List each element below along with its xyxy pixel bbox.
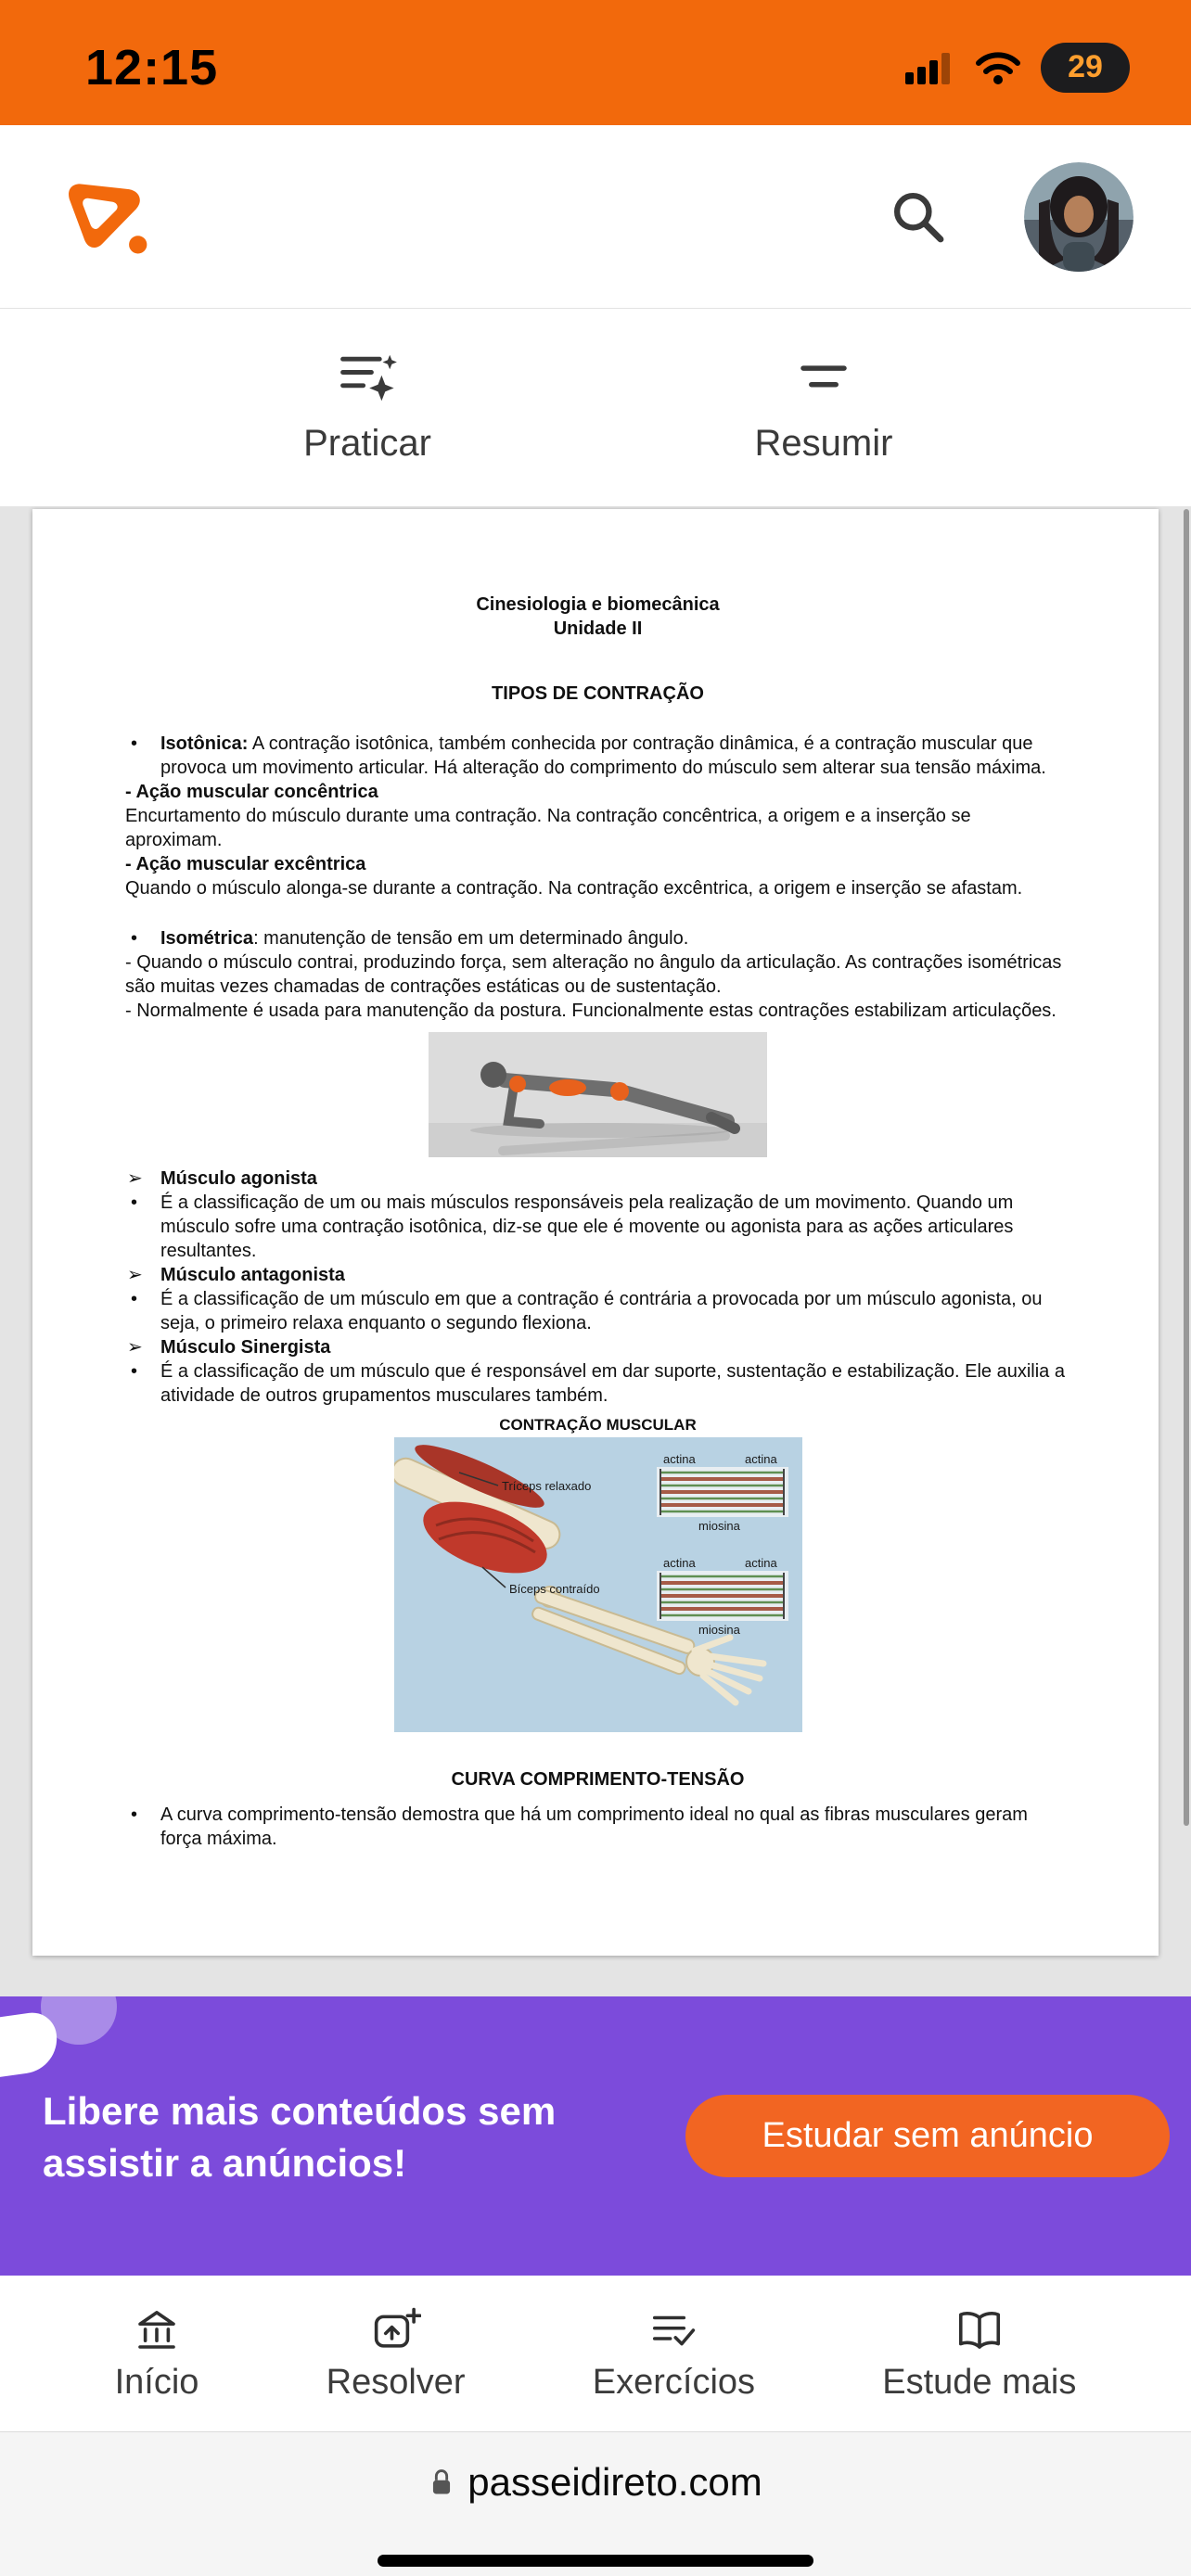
status-icons (905, 43, 1130, 93)
cellular-signal-icon (905, 50, 955, 85)
label-actina-1b: actina (744, 1452, 777, 1466)
bullet-sinergista: • É a classificação de um músculo que é responsável em dar suporte, sustentação e estabilização. Ele auxilia a atividade de outros grupamentos musculares também. (125, 1359, 1070, 1408)
para-excentrica: Quando o músculo alonga-se durante a contração. Na contração excêntrica, a origem e inserção se afastam. (125, 878, 1023, 899)
label-actina-2b: actina (744, 1556, 777, 1570)
estudar-sem-anuncio-button[interactable] (685, 2095, 1170, 2177)
ad-message-line2: assistir a anúncios! (43, 2141, 407, 2185)
resumir-icon (793, 351, 854, 404)
bullet-isometrica-text: : manutenção de tensão em um determinado ângulo. (253, 928, 689, 949)
doc-title-line2: Unidade II (553, 618, 643, 639)
passei-direto-logo-icon[interactable] (58, 168, 156, 266)
label-actina-2a: actina (662, 1556, 696, 1570)
heading-antagonista: ➢ Músculo antagonista (125, 1263, 1070, 1287)
label-biceps: Bíceps contraído (508, 1582, 600, 1596)
avatar[interactable] (1024, 162, 1133, 272)
doc-heading-curva: CURVA COMPRIMENTO-TENSÃO (451, 1769, 745, 1790)
nav-label-resolver: Resolver (326, 2362, 466, 2402)
heading-excentrica: - Ação muscular excêntrica (125, 854, 366, 874)
book-icon (954, 2305, 1005, 2355)
battery-percent: 29 (1068, 49, 1103, 84)
bullet-antagonista: • É a classificação de um músculo em que a contração é contrária a provocada por um músculo agonista, ou seja, o primeiro relaxa enquanto o segundo flexiona. (125, 1287, 1070, 1335)
bullet-isometrica-lead: Isométrica (160, 928, 254, 949)
scrollbar[interactable] (1184, 509, 1189, 1826)
document-viewport (0, 506, 1191, 1996)
nav-item-estude-mais[interactable] (882, 2305, 1076, 2403)
resumir-label: Resumir (754, 423, 893, 464)
label-actina-1a: actina (662, 1452, 696, 1466)
praticar-icon (337, 351, 398, 404)
heading-sinergista: ➢ Músculo Sinergista (125, 1335, 1070, 1359)
nav-label-estude-mais: Estude mais (882, 2362, 1077, 2402)
status-time: 12:15 (85, 39, 219, 96)
label-triceps: Tríceps relaxado (501, 1479, 591, 1493)
heading-concentrica: - Ação muscular concêntrica (125, 782, 378, 802)
wifi-icon (974, 50, 1022, 85)
add-image-icon (371, 2305, 421, 2355)
browser-url-bar[interactable] (0, 2431, 1191, 2576)
heading-agonista: ➢ Músculo agonista (125, 1167, 1070, 1191)
doc-heading-tipos: TIPOS DE CONTRAÇÃO (492, 683, 704, 704)
label-miosina-2: miosina (698, 1623, 740, 1637)
action-bar (0, 308, 1191, 506)
ad-message-line1: Libere mais conteúdos sem (43, 2089, 557, 2133)
home-indicator[interactable] (378, 2555, 813, 2567)
bullet-curva: • A curva comprimento-tensão demostra que há um comprimento ideal no qual as fibras musculares geram força máxima. (125, 1803, 1070, 1851)
bottom-nav (0, 2276, 1191, 2431)
ad-button-label: Estudar sem anúncio (762, 2116, 1094, 2155)
label-miosina-1: miosina (698, 1519, 740, 1533)
para-concentrica: Encurtamento do músculo durante uma contração. Na contração concêntrica, a origem e a inserção se aproximam. (125, 806, 971, 850)
muscle-diagram-title: CONTRAÇÃO MUSCULAR (499, 1416, 697, 1434)
resumir-button[interactable] (596, 309, 1052, 506)
bullet-isotonica (125, 732, 1070, 780)
document-page (32, 509, 1159, 1956)
praticar-label: Praticar (303, 423, 431, 464)
bank-icon (132, 2305, 182, 2355)
app-header (0, 125, 1191, 308)
para-isometrica-2: - Normalmente é usada para manutenção da postura. Funcionalmente estas contrações estabilizam articulações. (125, 1001, 1057, 1021)
bullet-agonista: • É a classificação de um ou mais músculos responsáveis pela realização de um movimento. Quando um músculo sofre uma contração isotônica, diz-se que ele é movente ou agonista para as ações articulares resultantes. (125, 1191, 1070, 1263)
status-bar (0, 0, 1191, 125)
nav-item-resolver[interactable] (327, 2305, 466, 2403)
bullet-isotonica-text: A contração isotônica, também conhecida por contração dinâmica, é a contração muscular que provoca um movimento articular. Há alteração do comprimento do músculo sem alterar sua tensão máxima. (160, 733, 1046, 778)
nav-item-exercicios[interactable] (593, 2305, 755, 2403)
bullet-isometrica (125, 926, 1070, 950)
para-isometrica-1: - Quando o músculo contrai, produzindo força, sem alteração no ângulo da articulação. As contrações isométricas são muitas vezes chamadas de contrações estáticas ou de sustentação. (125, 952, 1062, 997)
nav-label-inicio: Início (114, 2362, 199, 2402)
muscle-contraction-diagram (125, 1437, 1070, 1732)
battery-indicator (1041, 43, 1130, 93)
nav-item-inicio[interactable] (115, 2305, 199, 2403)
search-icon[interactable] (889, 187, 948, 247)
lock-icon (429, 2467, 455, 2498)
doc-title-line1: Cinesiologia e biomecânica (476, 594, 720, 615)
checklist-icon (648, 2305, 698, 2355)
plank-exercise-image (125, 1032, 1070, 1157)
ad-message (43, 2085, 556, 2189)
url-text: passeidireto.com (467, 2460, 762, 2504)
nav-label-exercicios: Exercícios (592, 2362, 756, 2402)
ad-banner (0, 1996, 1191, 2276)
praticar-button[interactable] (139, 309, 596, 506)
bullet-isotonica-lead: Isotônica: (160, 733, 249, 754)
